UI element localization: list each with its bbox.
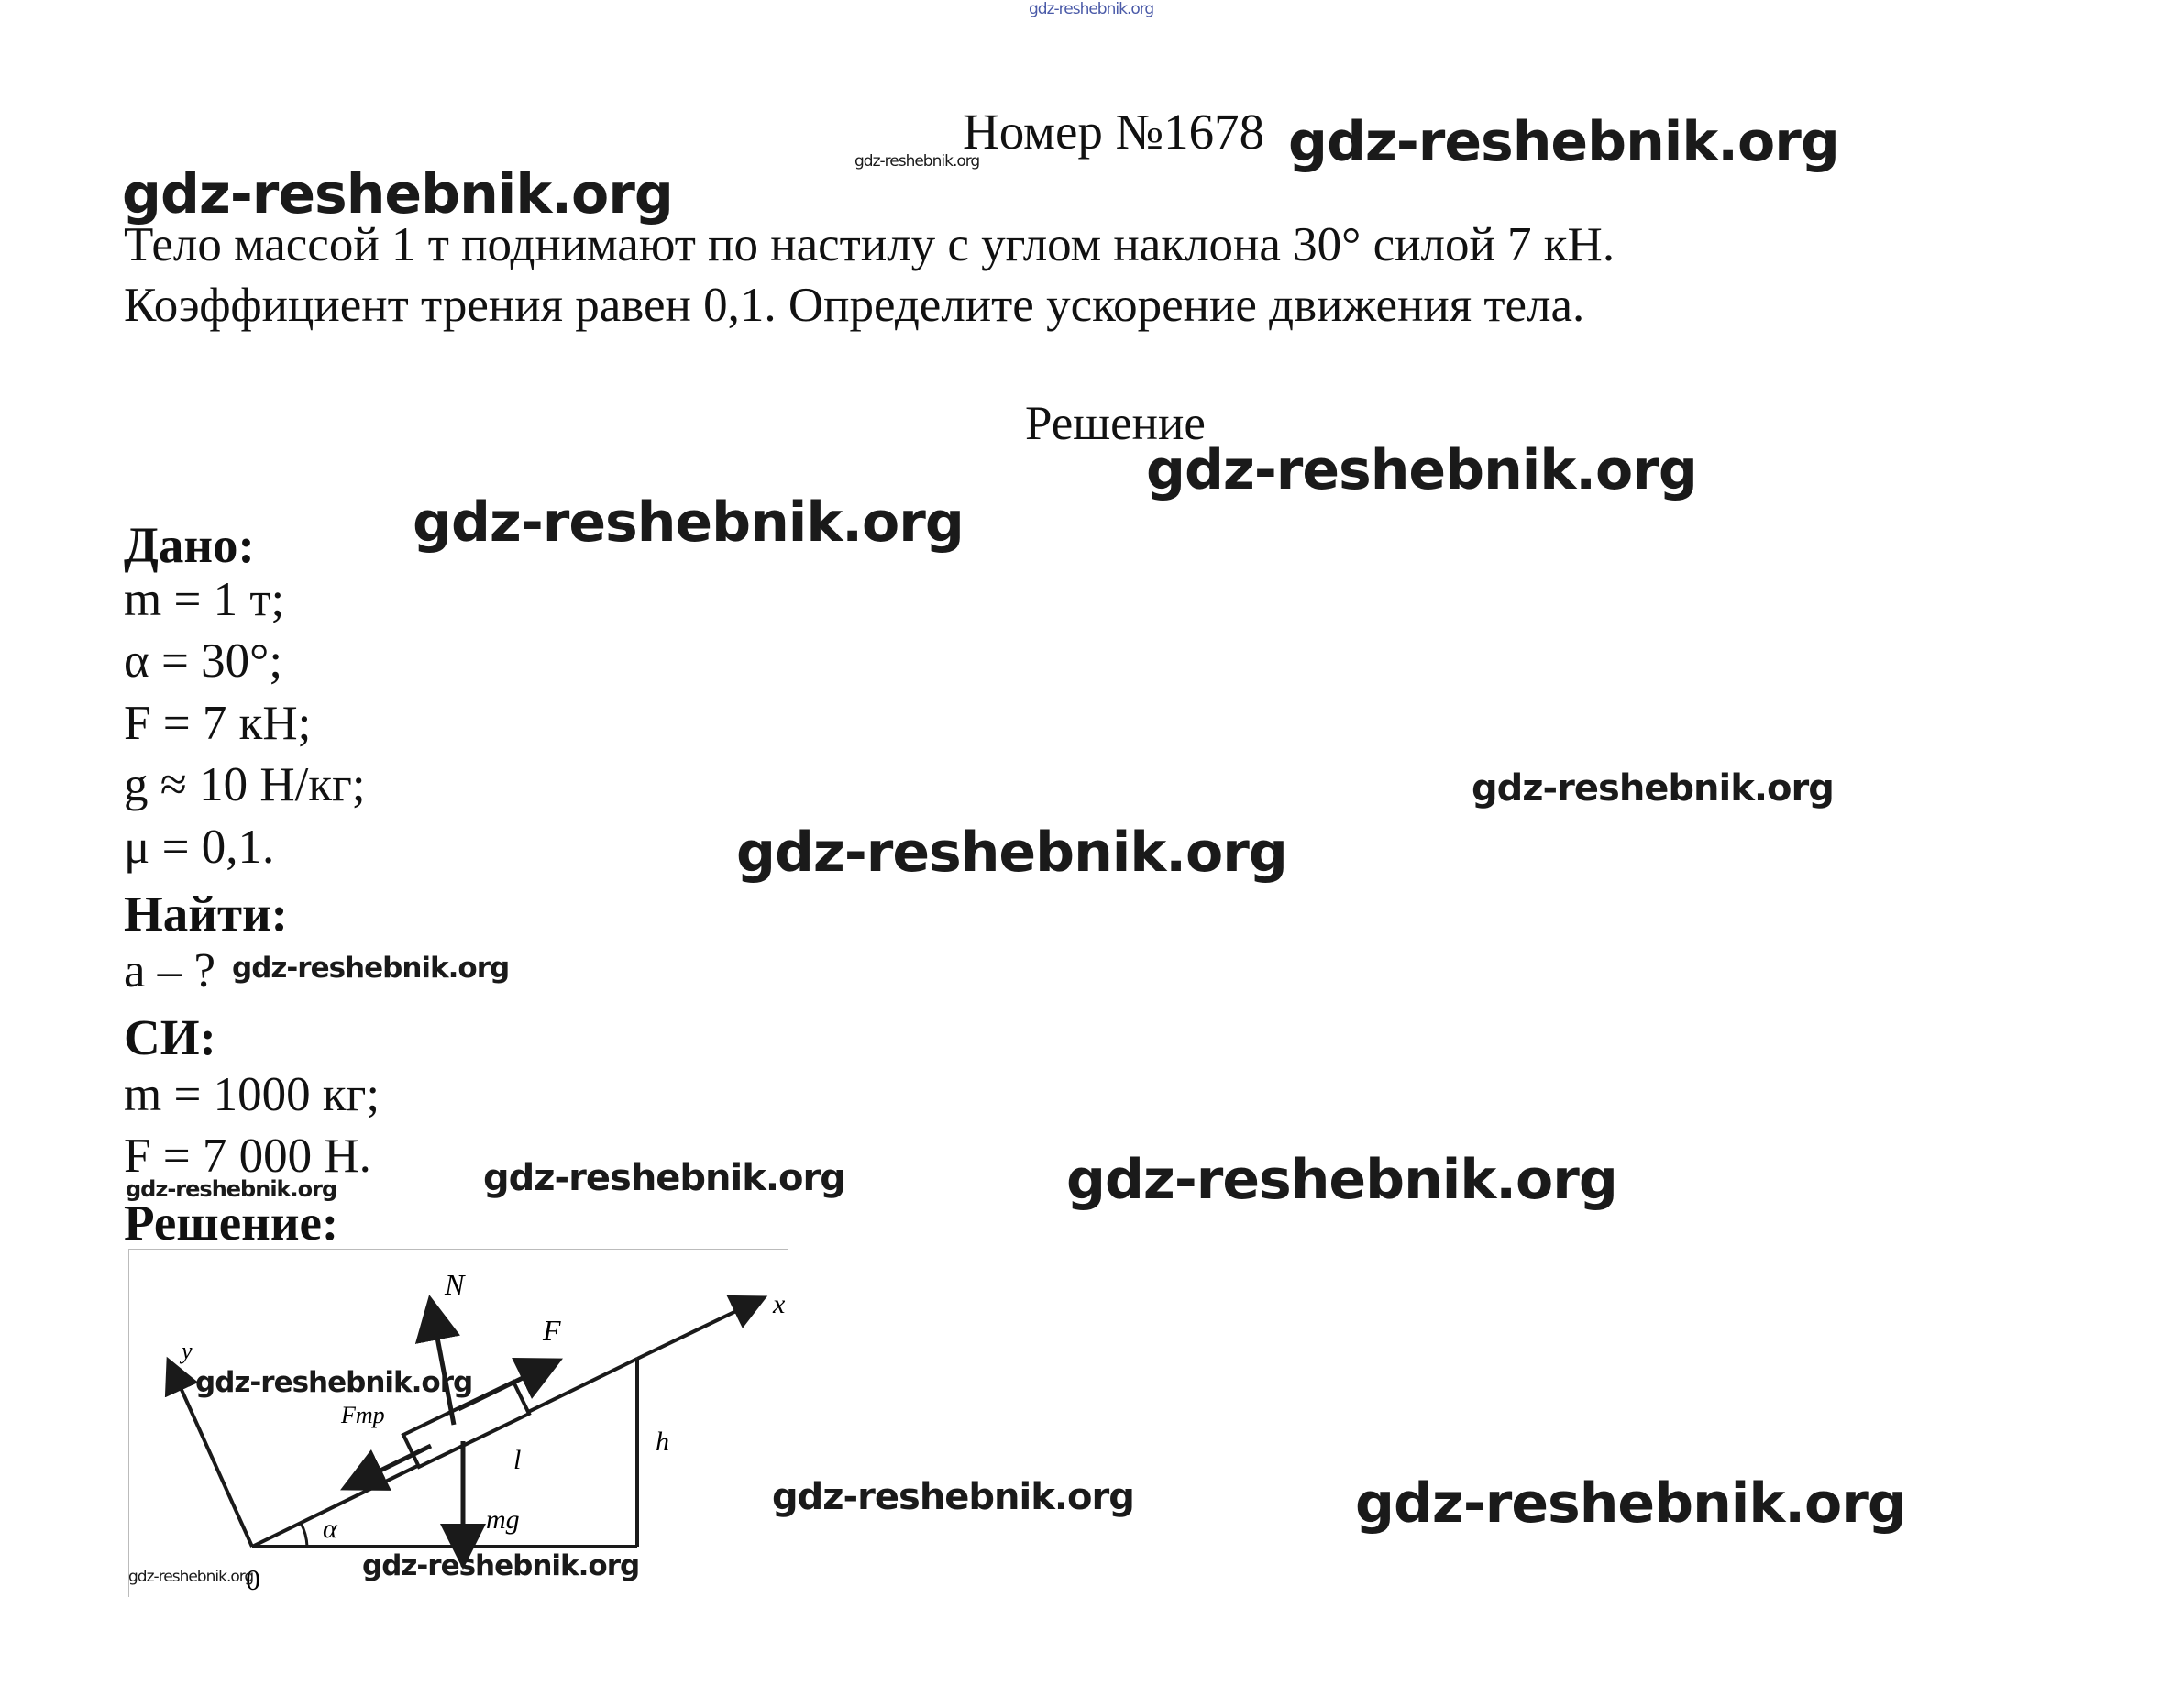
label-gravity-force: mg: [486, 1504, 520, 1535]
given-item-gravity: g ≈ 10 Н/кг;: [124, 758, 366, 811]
label-y: y: [182, 1338, 193, 1364]
si-title: СИ:: [124, 1009, 216, 1065]
label-friction-force: Fтр: [341, 1402, 385, 1428]
inclined-plane-diagram: [128, 1249, 788, 1597]
given-title: Дано:: [124, 517, 255, 573]
watermark-text: gdz-reshebnik.org: [483, 1157, 845, 1199]
watermark-text: gdz-reshebnik.org: [1146, 438, 1697, 502]
label-length: l: [513, 1445, 522, 1475]
label-x: x: [773, 1289, 786, 1319]
given-item-mass: m = 1 т;: [124, 573, 285, 626]
label-origin: 0: [246, 1563, 260, 1596]
problem-line-1: Тело массой 1 т поднимают по настилу с углом наклона 30° силой 7 кН.: [124, 218, 1615, 271]
solution-label: Решение:: [124, 1195, 339, 1251]
find-title: Найти:: [124, 886, 288, 942]
watermark-text: gdz-reshebnik.org: [413, 490, 964, 555]
watermark-text: gdz-reshebnik.org: [1472, 767, 1834, 810]
si-item-mass: m = 1000 кг;: [124, 1068, 380, 1121]
watermark-text: gdz-reshebnik.org: [736, 821, 1287, 885]
normal-force-arrow: [431, 1304, 454, 1425]
watermark-text: gdz-reshebnik.org: [126, 1176, 337, 1202]
angle-arc: [301, 1523, 307, 1547]
watermark-text: gdz-reshebnik.org: [362, 1549, 640, 1582]
watermark-text: gdz-reshebnik.org: [1066, 1148, 1617, 1212]
solution-title: Решение: [1025, 397, 1206, 450]
watermark-text: gdz-reshebnik.org: [1355, 1471, 1906, 1536]
problem-line-2: Коэффициент трения равен 0,1. Определите ускорение движения тела.: [124, 279, 1585, 332]
si-item-force: F = 7 000 Н.: [124, 1129, 371, 1183]
watermark-text: gdz-reshebnik.org: [1288, 110, 1839, 174]
given-item-angle: α = 30°;: [124, 634, 283, 688]
label-applied-force: F: [543, 1314, 561, 1347]
watermark-text: gdz-reshebnik.org: [122, 162, 673, 226]
label-angle: α: [323, 1514, 337, 1544]
x-axis-arrow: [637, 1299, 761, 1359]
watermark-text: gdz-reshebnik.org: [1029, 0, 1154, 18]
watermark-text: gdz-reshebnik.org: [232, 952, 510, 985]
problem-number: Номер №1678: [963, 104, 1265, 160]
watermark-text: gdz-reshebnik.org: [128, 1568, 254, 1586]
label-normal-force: N: [445, 1268, 465, 1301]
find-value: a – ?: [124, 944, 216, 997]
watermark-text: gdz-reshebnik.org: [772, 1476, 1134, 1518]
given-item-friction: μ = 0,1.: [124, 821, 275, 874]
given-item-force: F = 7 кН;: [124, 697, 312, 750]
label-height: h: [656, 1427, 669, 1457]
watermark-text: gdz-reshebnik.org: [195, 1366, 473, 1399]
watermark-text: gdz-reshebnik.org: [854, 152, 980, 171]
